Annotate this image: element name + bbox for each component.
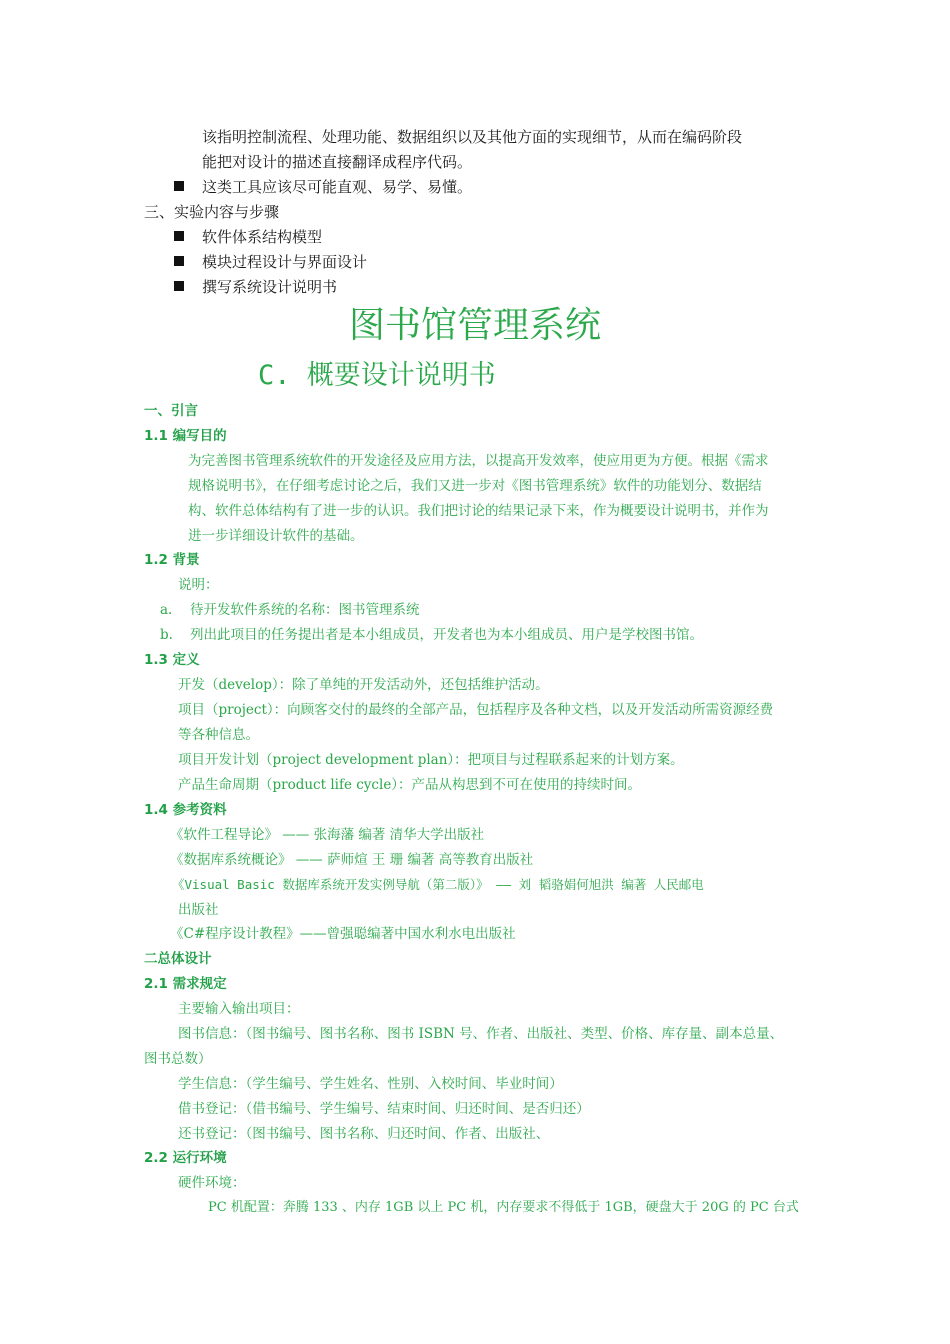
section2-heading: 二总体设计 (144, 951, 212, 967)
heading-2-2: 2.2 运行环境 (144, 1150, 227, 1166)
intro-line-1: 该指明控制流程、处理功能、数据组织以及其他方面的实现细节，从而在编码阶段 (202, 128, 743, 146)
intro-line-2: 能把对设计的描述直接翻译成程序代码。 (202, 153, 473, 171)
heading-1-1: 1.1 编写目的 (144, 428, 227, 444)
heading-2-1: 2.1 需求规定 (144, 976, 227, 992)
section3-item (174, 252, 367, 272)
section3-item (174, 227, 322, 247)
requirement-line: 还书登记：（图书编号、图书名称、归还时间、作者、出版社、 (178, 1126, 550, 1142)
heading-1-4: 1.4 参考资料 (144, 802, 227, 818)
document-title: 图书馆管理系统 (348, 305, 601, 346)
reference-line: 《软件工程导论》 —— 张海藩 编著 清华大学出版社 (170, 827, 485, 843)
square-bullet-icon (174, 231, 184, 241)
pc-config-line: PC 机配置：奔腾 133 、内存 1GB 以上 PC 机，内存要求不得低于 1GB，硬盘大于 20G 的 PC 台式 (208, 1200, 799, 1215)
section3-item-text: 模块过程设计与界面设计 (202, 253, 368, 271)
definition-line: 等各种信息。 (178, 727, 259, 743)
definition-line: 项目开发计划（project development plan）：把项目与过程联系起来的计划方案。 (178, 752, 684, 768)
requirement-line: 学生信息：（学生编号、学生姓名、性别、入校时间、毕业时间） (178, 1076, 563, 1092)
reference-line: 《C#程序设计教程》——曾强聪编著中国水利水电出版社 (170, 926, 516, 942)
section3-item-text: 撰写系统设计说明书 (202, 278, 338, 296)
background-item-a-label: a. (160, 602, 173, 618)
section3-heading: 三、实验内容与步骤 (144, 203, 280, 221)
background-item-b-label: b. (160, 627, 173, 643)
definition-line: 项目（project）：向顾客交付的最终的全部产品，包括程序及各种文档，以及开发活动所需资源经费 (178, 702, 774, 718)
background-item-b-text: 列出此项目的任务提出者是本小组成员，开发者也为本小组成员、用户是学校图书馆。 (190, 627, 703, 643)
requirement-line: 借书登记：（借书编号、学生编号、结束时间、归还时间、是否归还） (178, 1101, 590, 1117)
square-bullet-icon (174, 281, 184, 291)
heading-1-2: 1.2 背景 (144, 552, 200, 568)
section3-item-text: 软件体系结构模型 (202, 228, 323, 246)
square-bullet-icon (174, 181, 184, 191)
background-note: 说明： (178, 577, 219, 593)
requirement-line: 主要输入输出项目： (178, 1001, 300, 1017)
paragraph-1-1-line: 进一步详细设计软件的基础。 (188, 528, 364, 544)
hardware-label: 硬件环境： (178, 1175, 246, 1191)
intro-bullet-item (174, 177, 472, 197)
paragraph-1-1-line: 构、软件总体结构有了进一步的认识。我们把讨论的结果记录下来，作为概要设计说明书，并作为 (188, 503, 769, 519)
background-item-a-text: 待开发软件系统的名称：图书管理系统 (190, 602, 420, 618)
intro-bullet-text: 这类工具应该尽可能直观、易学、易懂。 (202, 178, 473, 196)
document-subtitle: C. 概要设计说明书 (258, 360, 496, 391)
section1-heading: 一、引言 (144, 403, 198, 419)
paragraph-1-1-line: 规格说明书》，在仔细考虑讨论之后，我们又进一步对《图书管理系统》软件的功能划分、数据结 (188, 478, 762, 494)
paragraph-1-1-line: 为完善图书管理系统软件的开发途径及应用方法，以提高开发效率，使应用更为方便。根据《需求 (188, 453, 769, 469)
reference-line: 《Visual Basic 数据库系统开发实例导航（第二版）》 —— 刘 韬骆娟何旭洪 编著 人民邮电 (172, 877, 704, 892)
requirement-line: 图书信息：（图书编号、图书名称、图书 ISBN 号、作者、出版社、类型、价格、库存量、副本总量、 (178, 1026, 784, 1042)
heading-1-3: 1.3 定义 (144, 652, 200, 668)
reference-line: 《数据库系统概论》 —— 萨师煊 王 珊 编著 高等教育出版社 (170, 852, 534, 868)
definition-line: 产品生命周期（product life cycle）：产品从构思到不可在使用的持续时间。 (178, 777, 642, 793)
section3-item (174, 277, 337, 297)
requirement-line: 图书总数） (144, 1051, 212, 1067)
reference-line: 出版社 (178, 902, 219, 918)
definition-line: 开发（develop）：除了单纯的开发活动外，还包括维护活动。 (178, 677, 549, 693)
square-bullet-icon (174, 256, 184, 266)
